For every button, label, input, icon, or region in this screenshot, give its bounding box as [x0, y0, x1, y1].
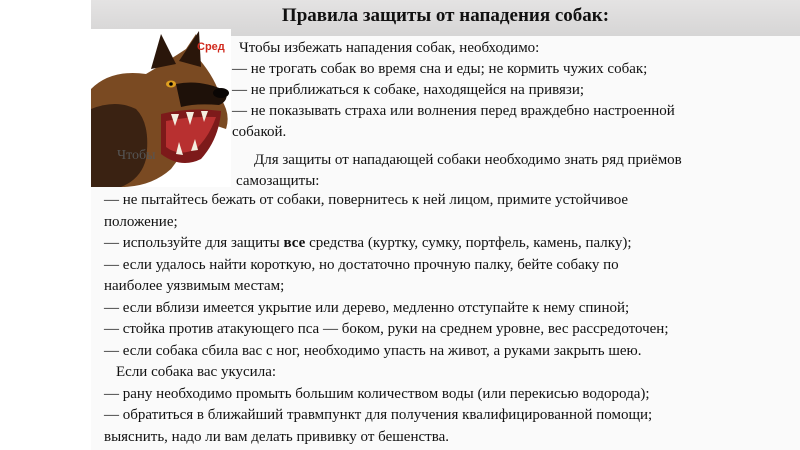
defense-item: — если собака сбила вас с ног, необходимо упасть на живот, а руками закрыть шею. — [104, 342, 642, 359]
bitten-item: выяснить, надо ли вам делать прививку от бешенства. — [104, 428, 449, 445]
defense-lead-line: самозащиты: — [236, 173, 320, 189]
avoid-item: — не приближаться к собаке, находящейся на привязи; — [232, 82, 585, 98]
defense-lead — [232, 150, 787, 192]
defense-item: положение; — [104, 213, 178, 230]
defense-lead-line: Для защиты от нападающей собаки необходимо знать ряд приёмов — [254, 152, 682, 168]
defense-item — [104, 233, 784, 255]
bitten-lead: Если собака вас укусила: — [116, 364, 277, 380]
defense-section — [104, 190, 784, 448]
attacking-dog-image — [91, 29, 231, 187]
avoid-lead: Чтобы избежать нападения собак, необходимо: — [239, 40, 540, 56]
emphasis-text: все — [283, 235, 306, 251]
avoid-item: — не трогать собак во время сна и еды; не кормить чужих собак; — [232, 61, 648, 77]
defense-item-text: — используйте для защиты — [104, 235, 284, 251]
defense-item-text: средства (куртку, сумку, портфель, камень, палку); — [305, 235, 632, 251]
svg-text:Сред: Сред — [197, 41, 225, 53]
defense-item: — стойка против атакующего пса — боком, руки на среднем уровне, вес рассредоточен; — [104, 321, 669, 337]
bitten-item: — рану необходимо промыть большим количеством воды (или перекисью водорода); — [104, 385, 650, 402]
avoid-item: собакой. — [232, 124, 287, 140]
svg-text:Чтобы: Чтобы — [117, 148, 156, 163]
defense-item: — если удалось найти короткую, но достаточно прочную палку, бейте собаку по — [104, 256, 619, 273]
defense-item: — не пытайтесь бежать от собаки, повернитесь к ней лицом, примите устойчивое — [104, 192, 629, 208]
dog-illustration — [91, 29, 231, 187]
slide-title: Правила защиты от нападения собак: — [281, 5, 610, 26]
avoid-attack-section — [232, 38, 787, 143]
bitten-item: — обратиться в ближайший травмпункт для получения квалифицированной помощи; — [104, 407, 653, 423]
defense-item: — если вблизи имеется укрытие или дерево, медленно отступайте к нему спиной; — [104, 299, 630, 316]
left-margin — [0, 0, 91, 450]
avoid-item: — не показывать страха или волнения перед враждебно настроенной — [232, 103, 675, 119]
defense-item: наиболее уязвимым местам; — [104, 278, 285, 294]
